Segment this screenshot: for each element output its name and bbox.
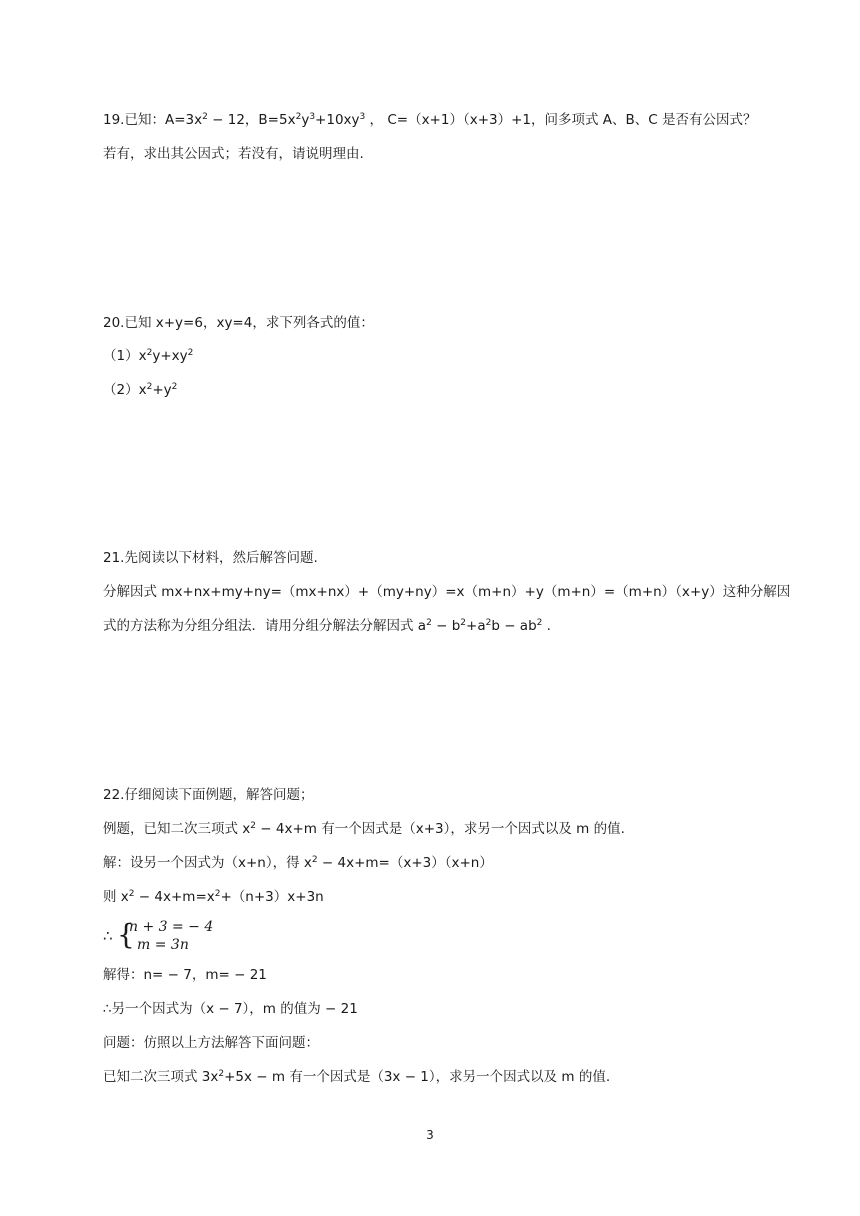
q22-line-8: 已知二次三项式 $3x^2+5x - m$ 有一个因式是（3x − 1），求另一个因式以及 m 的值.	[103, 1069, 611, 1085]
equation-1: n + 3 = − 4	[129, 919, 214, 935]
q22-line-6: ∴另一个因式为（x − 7），m 的值为 − 21	[103, 1001, 358, 1017]
q21-line-3: 式的方法称为分组分组法．请用分组分解法分解因式 $a^2 - b^2+a^2b - ab^2$ .	[103, 618, 551, 634]
q19-line-2: 若有，求出其公因式；若没有，请说明理由.	[103, 146, 364, 162]
q21-line-1: 21.先阅读以下材料，然后解答问题.	[103, 550, 318, 566]
q20-line-1: 20.已知 x+y=6，xy=4，求下列各式的值：	[103, 315, 374, 331]
q22-line-5: 解得：n= − 7，m= − 21	[103, 967, 267, 983]
equation-system	[103, 918, 243, 954]
q22-line-4: 则 $x^2 - 4x+m=x^2+(n+3)x+3n$	[103, 889, 324, 905]
q22-line-2: 例题，已知二次三项式 $x^2 - 4x+m$ 有一个因式是（x+3），求另一个因式以及 m 的值.	[103, 821, 625, 837]
page-number: 3	[426, 1128, 434, 1142]
equation-2: m = 3n	[137, 937, 189, 953]
left-brace: {	[117, 918, 135, 951]
q22-line-7: 问题：仿照以上方法解答下面问题：	[103, 1035, 319, 1051]
q22-line-3: 解：设另一个因式为（x+n），得 $x^2 - 4x+m=(x+3)(x+n)$	[103, 855, 493, 871]
q19-line-1: 19.已知：$A=3x^2 - 12$，$B=5x^2y^3+10xy^3$ ， C=（x+1）（x+3）+1，问多项式 A、B、C 是否有公因式？	[103, 112, 757, 128]
q20-sub-1: $(1)x^2y+xy^2$	[103, 348, 194, 364]
q20-sub-2: $(2)x^2+y^2$	[103, 382, 178, 398]
therefore-symbol: ∴	[103, 927, 113, 945]
q22-line-1: 22.仔细阅读下面例题，解答问题；	[103, 787, 314, 803]
q21-line-2: 分解因式 mx+nx+my+ny=（mx+nx）+（my+ny）=x（m+n）+y（m+n）=（m+n）（x+y）这种分解因	[103, 584, 791, 600]
